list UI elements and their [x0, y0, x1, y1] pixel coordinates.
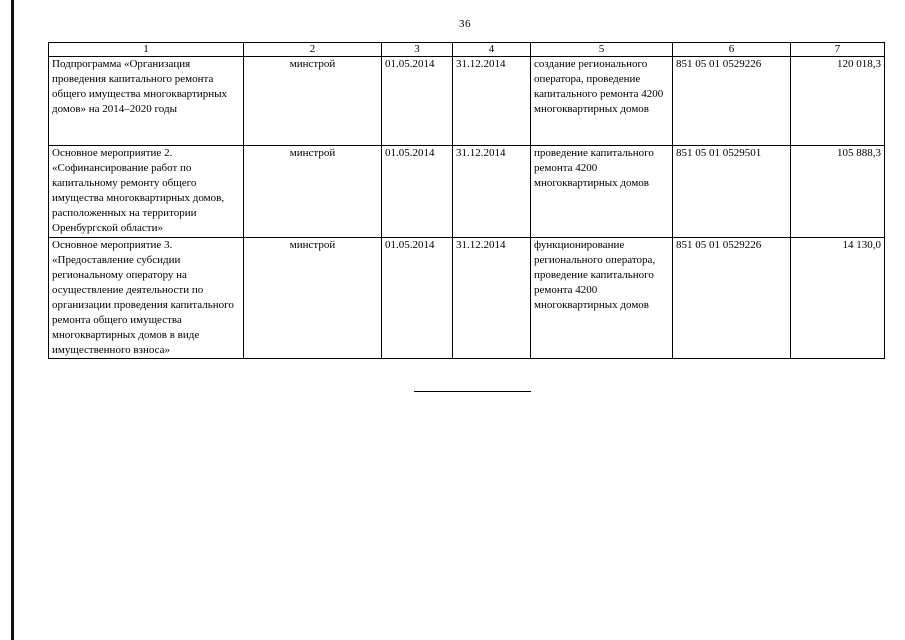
column-header-5: 5 — [531, 43, 673, 57]
executor-cell: минстрой — [244, 146, 382, 238]
table-row — [49, 57, 885, 146]
activity-name-cell: Основное мероприятие 3. «Предоставление субсидии региональному оператору на осуществление деятельности по организации проведения капитального ремонта общего имущества многоквартирных домов в виде имущественного взноса» — [49, 238, 244, 359]
executor-cell: минстрой — [244, 238, 382, 359]
activity-name-cell: Подпрограмма «Организация проведения капитального ремонта общего имущества многоквартирных домов» на 2014–2020 годы — [49, 57, 244, 146]
expected-result-cell: проведение капитального ремонта 4200 многоквартирных домов — [531, 146, 673, 238]
end-date-cell: 31.12.2014 — [453, 57, 531, 146]
budget-code-cell: 851 05 01 0529226 — [673, 238, 791, 359]
scan-left-edge-bar — [11, 0, 14, 640]
end-date-cell: 31.12.2014 — [453, 146, 531, 238]
start-date-cell: 01.05.2014 — [382, 57, 453, 146]
table-row — [49, 238, 885, 359]
page-number: 36 — [459, 18, 471, 30]
budget-code-cell: 851 05 01 0529501 — [673, 146, 791, 238]
activity-name-cell: Основное мероприятие 2. «Софинансирование работ по капитальному ремонту общего имущества многоквартирных домов, расположенных на территории Оренбургской области» — [49, 146, 244, 238]
expected-result-cell: функционирование регионального оператора, проведение капитального ремонта 4200 многоквартирных домов — [531, 238, 673, 359]
start-date-cell: 01.05.2014 — [382, 146, 453, 238]
column-header-6: 6 — [673, 43, 791, 57]
end-of-document-rule — [414, 391, 531, 392]
program-activities-table — [48, 42, 885, 359]
executor-cell: минстрой — [244, 57, 382, 146]
budget-code-cell: 851 05 01 0529226 — [673, 57, 791, 146]
end-date-cell: 31.12.2014 — [453, 238, 531, 359]
amount-cell: 14 130,0 — [791, 238, 885, 359]
column-header-4: 4 — [453, 43, 531, 57]
column-header-7: 7 — [791, 43, 885, 57]
column-header-2: 2 — [244, 43, 382, 57]
start-date-cell: 01.05.2014 — [382, 238, 453, 359]
column-header-3: 3 — [382, 43, 453, 57]
amount-cell: 120 018,3 — [791, 57, 885, 146]
column-number-row — [49, 43, 885, 57]
column-header-1: 1 — [49, 43, 244, 57]
amount-cell: 105 888,3 — [791, 146, 885, 238]
table-row — [49, 146, 885, 238]
expected-result-cell: создание регионального оператора, проведение капитального ремонта 4200 многоквартирных домов — [531, 57, 673, 146]
